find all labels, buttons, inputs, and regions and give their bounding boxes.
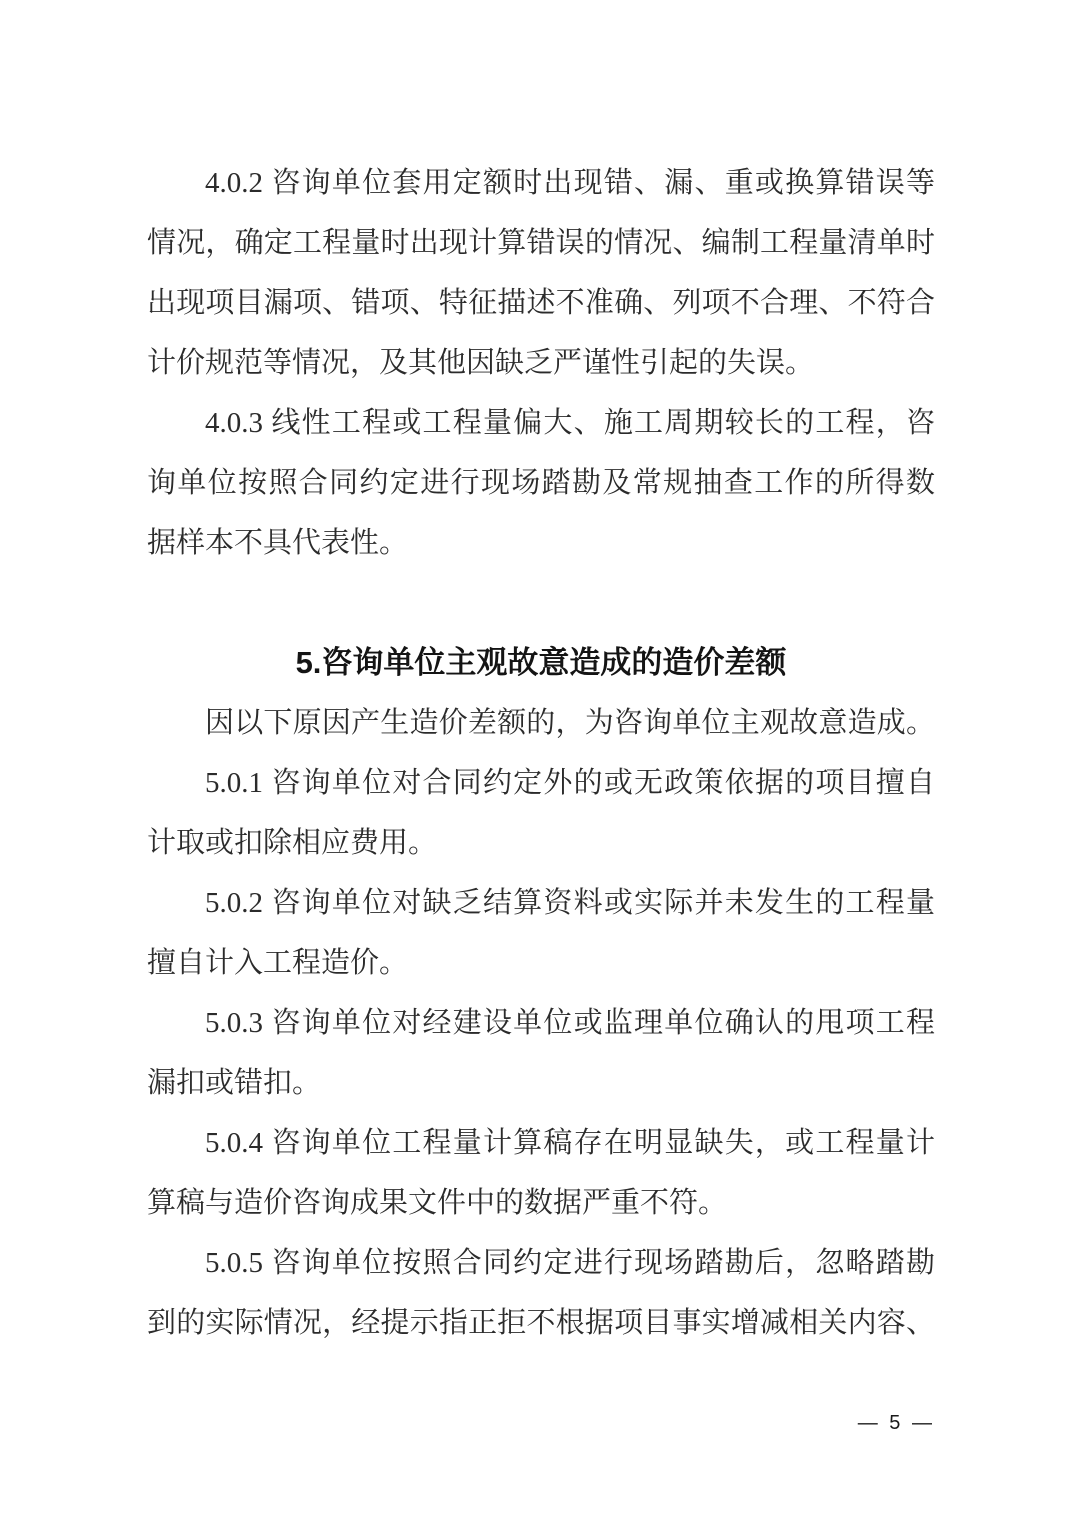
clause-5.0.2-line: 擅自计入工程造价。 bbox=[147, 947, 409, 979]
clause-5.0.1-line: 5.0.1 咨询单位对合同约定外的或无政策依据的项目擅自 bbox=[205, 767, 935, 799]
clause-5.0.5-line: 5.0.5 咨询单位按照合同约定进行现场踏勘后，忽略踏勘 bbox=[205, 1247, 935, 1279]
clause-4.0.2-line: 情况，确定工程量时出现计算错误的情况、编制工程量清单时 bbox=[147, 227, 935, 259]
clause-5.0.3-line: 漏扣或错扣。 bbox=[147, 1067, 322, 1099]
clause-4.0.3-line: 4.0.3 线性工程或工程量偏大、施工周期较长的工程，咨 bbox=[205, 407, 935, 439]
clause-5.0.4-line: 算稿与造价咨询成果文件中的数据严重不符。 bbox=[147, 1187, 728, 1219]
page-number: — 5 — bbox=[857, 1412, 935, 1434]
clause-5.0.3-line: 5.0.3 咨询单位对经建设单位或监理单位确认的甩项工程 bbox=[205, 1007, 935, 1039]
clause-4.0.2-line: 出现项目漏项、错项、特征描述不准确、列项不合理、不符合 bbox=[147, 287, 935, 319]
text-line: 因以下原因产生造价差额的，为咨询单位主观故意造成。 bbox=[205, 707, 935, 739]
section-5-heading: 5.咨询单位主观故意造成的造价差额 bbox=[295, 645, 787, 680]
clause-5.0.4-line: 5.0.4 咨询单位工程量计算稿存在明显缺失，或工程量计 bbox=[205, 1127, 935, 1159]
document-body bbox=[147, 153, 935, 1353]
clause-5.0.2-line: 5.0.2 咨询单位对缺乏结算资料或实际并未发生的工程量 bbox=[205, 887, 935, 919]
clause-4.0.3-line: 询单位按照合同约定进行现场踏勘及常规抽查工作的所得数 bbox=[147, 467, 935, 499]
clause-4.0.2-line: 计价规范等情况，及其他因缺乏严谨性引起的失误。 bbox=[147, 347, 815, 379]
clause-4.0.2-line: 4.0.2 咨询单位套用定额时出现错、漏、重或换算错误等 bbox=[205, 167, 935, 199]
clause-5.0.1-line: 计取或扣除相应费用。 bbox=[147, 827, 438, 859]
clause-5.0.5-line: 到的实际情况，经提示指正拒不根据项目事实增减相关内容、 bbox=[147, 1307, 935, 1339]
page-footer bbox=[858, 1393, 935, 1453]
clause-4.0.3-line: 据样本不具代表性。 bbox=[147, 527, 409, 559]
